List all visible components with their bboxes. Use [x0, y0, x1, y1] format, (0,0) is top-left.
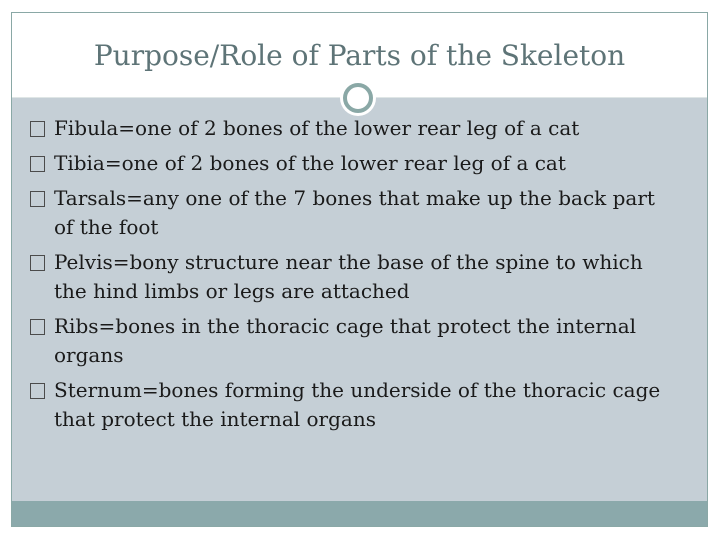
- bullet-text: Tibia=one of 2 bones of the lower rear leg of a cat: [54, 151, 566, 175]
- list-item: [30, 312, 670, 370]
- list-item: [30, 376, 670, 434]
- circle-ring-icon: [343, 83, 373, 113]
- missing-glyph-box-icon: [30, 121, 45, 137]
- missing-glyph-box-icon: [30, 383, 45, 399]
- slide-title: Purpose/Role of Parts of the Skeleton: [93, 39, 626, 72]
- bullet-text: Sternum=bones forming the underside of the thoracic cage that protect the internal organs: [54, 378, 661, 431]
- bullet-text: Pelvis=bony structure near the base of the spine to which the hind limbs or legs are attached: [54, 250, 643, 303]
- list-item: [30, 248, 670, 306]
- list-item: [30, 149, 670, 178]
- missing-glyph-box-icon: [30, 156, 45, 172]
- bullet-text: Fibula=one of 2 bones of the lower rear leg of a cat: [54, 116, 580, 140]
- circle-ornament-icon: [340, 80, 376, 116]
- list-item: [30, 114, 670, 143]
- list-item: [30, 184, 670, 242]
- footer-bar: [12, 501, 707, 526]
- missing-glyph-box-icon: [30, 319, 45, 335]
- missing-glyph-box-icon: [30, 255, 45, 271]
- bullet-text: Ribs=bones in the thoracic cage that protect the internal organs: [54, 314, 637, 367]
- bullet-text: Tarsals=any one of the 7 bones that make up the back part of the foot: [54, 186, 655, 239]
- bullet-list: [30, 114, 670, 440]
- missing-glyph-box-icon: [30, 191, 45, 207]
